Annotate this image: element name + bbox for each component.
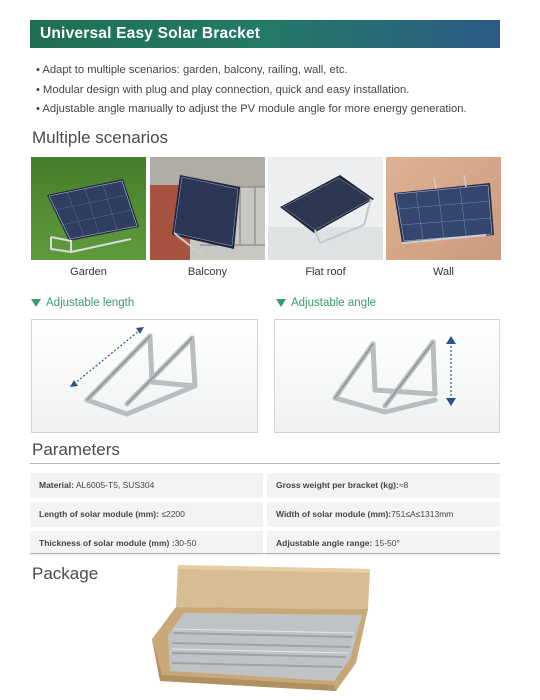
parameters-heading: Parameters: [32, 440, 120, 459]
caption-flat-roof: Flat roof: [305, 266, 346, 278]
divider: [30, 553, 500, 554]
parameters-row: [30, 473, 500, 498]
triangle-down-icon: [276, 299, 286, 307]
caption-wall: Wall: [433, 266, 454, 278]
parameter-module-width: Width of solar module (mm):751≤A≤1313mm: [267, 502, 500, 527]
parameters-table: [30, 473, 500, 560]
feature-item: • Adjustable angle manually to adjust the PV module angle for more energy generation.: [36, 100, 516, 120]
flat-roof-photo: [268, 157, 383, 260]
package-heading: Package: [32, 564, 99, 583]
parameter-module-length: Length of solar module (mm): ≤2200: [30, 502, 263, 527]
divider: [30, 463, 500, 464]
title-banner: [30, 20, 500, 48]
caption-garden: Garden: [70, 266, 107, 278]
parameter-module-thickness: Thickness of solar module (mm) :30-50: [30, 531, 263, 556]
parameter-gross-weight: Gross weight per bracket (kg):≈8: [267, 473, 500, 498]
parameter-angle-range: Adjustable angle range: 15-50°: [267, 531, 500, 556]
adjustable-length-label: Adjustable length: [31, 297, 134, 309]
scenarios-heading: Multiple scenarios: [32, 128, 169, 147]
page-title: Universal Easy Solar Bracket: [40, 25, 261, 42]
wall-photo: [386, 157, 501, 260]
adjustable-length-diagram: [31, 319, 258, 433]
triangle-down-icon: [31, 299, 41, 307]
parameters-row: [30, 502, 500, 527]
balcony-photo: [150, 157, 265, 260]
caption-balcony: Balcony: [187, 266, 228, 278]
package-photo: [150, 563, 380, 693]
garden-photo: [31, 157, 146, 260]
feature-list: [36, 61, 516, 120]
adjustable-angle-diagram: [274, 319, 500, 433]
parameter-material: Material: AL6005-T5, SUS304: [30, 473, 263, 498]
feature-item: • Adapt to multiple scenarios: garden, balcony, railing, wall, etc.: [36, 61, 516, 81]
adjustable-angle-label: Adjustable angle: [276, 297, 376, 309]
feature-item: • Modular design with plug and play connection, quick and easy installation.: [36, 81, 516, 101]
